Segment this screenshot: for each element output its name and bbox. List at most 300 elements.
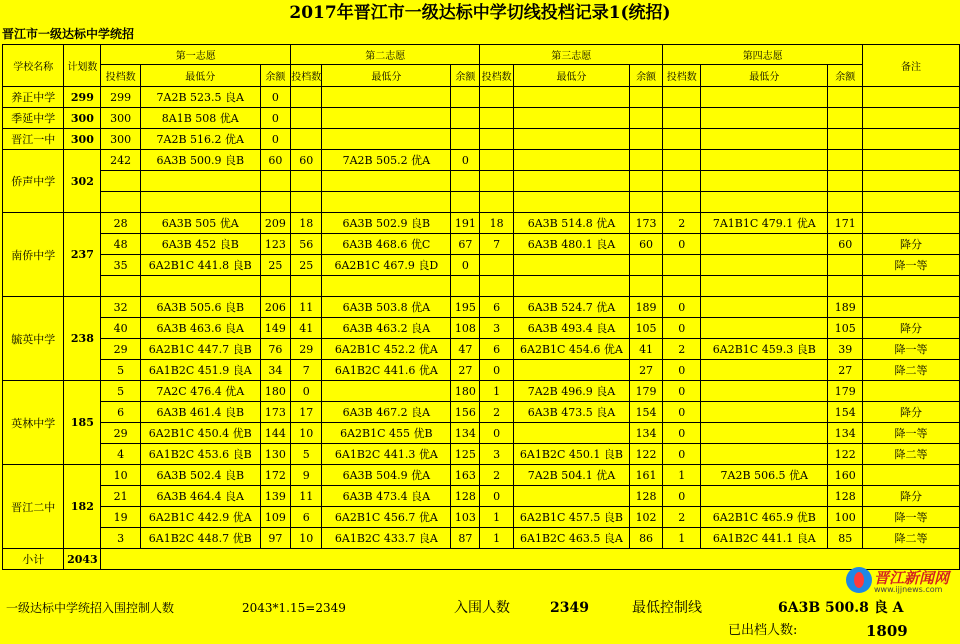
cell-min-score-2: [322, 381, 451, 402]
cell-count-2: [291, 129, 322, 150]
cell-min-score-2: 6A3B 503.8 优A: [322, 297, 451, 318]
cell-min-score-2: 6A2B1C 467.9 良D: [322, 255, 451, 276]
cell-remaining-2: [451, 108, 480, 129]
cell-remaining-4: [828, 150, 863, 171]
cell-remaining-1: 60: [260, 150, 291, 171]
school-name: 晋江一中: [3, 129, 64, 150]
cell-note: [863, 465, 960, 486]
cell-remaining-1: 173: [260, 402, 291, 423]
plan-count: 237: [64, 213, 101, 297]
cell-count-4: [663, 255, 701, 276]
table-row: [3, 150, 960, 171]
subheader-choice-3-remaining: 余额: [629, 65, 663, 87]
header-choice-4: 第四志愿: [663, 45, 863, 65]
table-row: [3, 486, 960, 507]
cell-remaining-1: [260, 276, 291, 297]
cell-count-1: [101, 192, 141, 213]
cell-count-4: 0: [663, 402, 701, 423]
cell-remaining-4: [828, 108, 863, 129]
cell-count-2: 11: [291, 297, 322, 318]
cell-min-score-4: [701, 444, 828, 465]
cell-min-score-4: 7A2B 506.5 优A: [701, 465, 828, 486]
cell-min-score-4: [701, 108, 828, 129]
cell-count-3: 2: [480, 465, 514, 486]
cell-note: [863, 297, 960, 318]
plan-count: 302: [64, 150, 101, 213]
subheader-choice-2-remaining: 余额: [451, 65, 480, 87]
cell-min-score-3: [514, 360, 630, 381]
cell-count-2: 0: [291, 381, 322, 402]
cell-remaining-1: 109: [260, 507, 291, 528]
cell-min-score-1: [141, 192, 261, 213]
cell-min-score-4: [701, 423, 828, 444]
cell-min-score-3: [514, 171, 630, 192]
cell-count-1: 21: [101, 486, 141, 507]
cell-count-4: 1: [663, 465, 701, 486]
cell-remaining-2: 27: [451, 360, 480, 381]
cell-remaining-2: 103: [451, 507, 480, 528]
subheader-choice-1-count: 投档数: [101, 65, 141, 87]
cell-count-2: 17: [291, 402, 322, 423]
cell-count-2: [291, 108, 322, 129]
subheader-choice-2-min-score: 最低分: [322, 65, 451, 87]
cell-min-score-2: [322, 276, 451, 297]
header-choice-2: 第二志愿: [291, 45, 480, 65]
cell-count-4: [663, 129, 701, 150]
page-subtitle: 晋江市一级达标中学统招: [2, 27, 135, 41]
cell-remaining-4: 39: [828, 339, 863, 360]
cell-count-1: 40: [101, 318, 141, 339]
cell-remaining-2: [451, 276, 480, 297]
cell-min-score-1: 6A2B1C 442.9 优A: [141, 507, 261, 528]
cell-count-3: 6: [480, 297, 514, 318]
cell-count-4: 0: [663, 486, 701, 507]
cell-note: 降二等: [863, 528, 960, 549]
table-row: [3, 507, 960, 528]
cell-remaining-4: 122: [828, 444, 863, 465]
cell-note: [863, 108, 960, 129]
footer-row: [0, 620, 960, 642]
cell-min-score-4: [701, 318, 828, 339]
cell-remaining-3: 179: [629, 381, 663, 402]
cell-note: [863, 381, 960, 402]
cell-min-score-4: [701, 192, 828, 213]
cell-remaining-3: 105: [629, 318, 663, 339]
footer-label: 已出档人数:: [728, 623, 798, 638]
cell-min-score-4: [701, 129, 828, 150]
cell-remaining-2: 134: [451, 423, 480, 444]
cell-count-3: 7: [480, 234, 514, 255]
table-row: [3, 444, 960, 465]
site-logo: [846, 565, 956, 597]
cell-note: [863, 213, 960, 234]
cell-note: 降分: [863, 486, 960, 507]
cell-min-score-4: 6A1B2C 441.1 良A: [701, 528, 828, 549]
cell-count-4: 2: [663, 339, 701, 360]
cell-min-score-4: [701, 87, 828, 108]
cell-remaining-3: [629, 87, 663, 108]
cell-min-score-2: 6A2B1C 452.2 优A: [322, 339, 451, 360]
cell-count-3: [480, 108, 514, 129]
cell-remaining-1: 130: [260, 444, 291, 465]
cell-note: 降一等: [863, 339, 960, 360]
cell-remaining-1: 34: [260, 360, 291, 381]
cell-remaining-4: 189: [828, 297, 863, 318]
cell-count-2: 25: [291, 255, 322, 276]
cell-min-score-1: 6A3B 452 良B: [141, 234, 261, 255]
cell-remaining-2: 125: [451, 444, 480, 465]
cell-remaining-3: 27: [629, 360, 663, 381]
cell-min-score-3: 7A2B 496.9 良A: [514, 381, 630, 402]
table-row: [3, 171, 960, 192]
cell-min-score-1: 6A2B1C 447.7 良B: [141, 339, 261, 360]
cell-count-3: [480, 171, 514, 192]
summary-label: 一级达标中学统招入围控制人数: [6, 601, 175, 615]
cell-count-1: 242: [101, 150, 141, 171]
cell-min-score-1: 6A3B 502.4 良B: [141, 465, 261, 486]
cell-min-score-2: 6A3B 468.6 优C: [322, 234, 451, 255]
cell-min-score-4: 7A1B1C 479.1 优A: [701, 213, 828, 234]
cell-remaining-3: 122: [629, 444, 663, 465]
table-row: [3, 87, 960, 108]
cell-min-score-2: 6A3B 467.2 良A: [322, 402, 451, 423]
header-note: 备注: [863, 45, 960, 87]
cell-remaining-4: 85: [828, 528, 863, 549]
cell-min-score-3: 6A2B1C 457.5 良B: [514, 507, 630, 528]
cell-remaining-1: 209: [260, 213, 291, 234]
cell-remaining-2: 128: [451, 486, 480, 507]
cell-count-3: 0: [480, 486, 514, 507]
cell-min-score-4: [701, 150, 828, 171]
cell-note: 降二等: [863, 444, 960, 465]
cell-min-score-3: [514, 255, 630, 276]
cell-note: 降分: [863, 402, 960, 423]
table-row: [3, 129, 960, 150]
cell-count-4: 2: [663, 507, 701, 528]
cell-count-3: [480, 192, 514, 213]
cell-remaining-2: 0: [451, 150, 480, 171]
cell-remaining-1: 76: [260, 339, 291, 360]
cell-remaining-3: [629, 171, 663, 192]
plan-count: 300: [64, 129, 101, 150]
cell-count-1: 19: [101, 507, 141, 528]
cell-remaining-4: [828, 255, 863, 276]
cell-count-4: [663, 276, 701, 297]
cell-count-3: 1: [480, 528, 514, 549]
cell-min-score-1: 6A2B1C 450.4 优B: [141, 423, 261, 444]
cell-count-3: 18: [480, 213, 514, 234]
cell-min-score-2: 6A3B 502.9 良B: [322, 213, 451, 234]
cell-min-score-1: 6A3B 500.9 良B: [141, 150, 261, 171]
cell-remaining-2: 67: [451, 234, 480, 255]
cell-remaining-1: 0: [260, 108, 291, 129]
cell-remaining-4: [828, 129, 863, 150]
cell-min-score-3: [514, 87, 630, 108]
cell-min-score-2: [322, 129, 451, 150]
cell-min-score-3: [514, 423, 630, 444]
table-row: [3, 381, 960, 402]
cell-remaining-2: 191: [451, 213, 480, 234]
subheader-choice-2-count: 投档数: [291, 65, 322, 87]
cell-count-2: [291, 192, 322, 213]
subheader-choice-3-min-score: 最低分: [514, 65, 630, 87]
cell-min-score-1: 7A2C 476.4 优A: [141, 381, 261, 402]
cell-remaining-3: [629, 150, 663, 171]
cell-min-score-1: 8A1B 508 优A: [141, 108, 261, 129]
cell-remaining-3: 60: [629, 234, 663, 255]
cell-min-score-3: [514, 192, 630, 213]
cell-remaining-4: 60: [828, 234, 863, 255]
cell-remaining-1: 0: [260, 87, 291, 108]
subtotal-blank: [101, 549, 960, 570]
cell-count-2: 18: [291, 213, 322, 234]
header-plan: 计划数: [64, 45, 101, 87]
subheader-choice-3-count: 投档数: [480, 65, 514, 87]
cell-min-score-4: 6A2B1C 459.3 良B: [701, 339, 828, 360]
cell-remaining-2: [451, 87, 480, 108]
cell-remaining-1: [260, 192, 291, 213]
cell-count-1: 300: [101, 129, 141, 150]
cell-count-3: 3: [480, 444, 514, 465]
cell-count-4: 0: [663, 234, 701, 255]
cell-remaining-3: 161: [629, 465, 663, 486]
cell-min-score-1: 6A3B 505.6 良B: [141, 297, 261, 318]
cell-note: [863, 276, 960, 297]
cell-note: 降分: [863, 234, 960, 255]
cell-min-score-4: 6A2B1C 465.9 优B: [701, 507, 828, 528]
cell-count-2: 60: [291, 150, 322, 171]
admitted-value: 2349: [550, 600, 589, 616]
table-row: [3, 339, 960, 360]
cell-count-3: [480, 129, 514, 150]
cell-count-3: 6: [480, 339, 514, 360]
cell-note: 降分: [863, 318, 960, 339]
cell-min-score-4: [701, 234, 828, 255]
cell-count-1: 29: [101, 339, 141, 360]
cell-count-3: 1: [480, 381, 514, 402]
cell-count-4: 0: [663, 423, 701, 444]
school-name: 侨声中学: [3, 150, 64, 213]
cell-remaining-2: 156: [451, 402, 480, 423]
cell-remaining-4: [828, 276, 863, 297]
table-row: [3, 360, 960, 381]
table-row: [3, 276, 960, 297]
cell-remaining-3: 173: [629, 213, 663, 234]
cell-remaining-2: [451, 192, 480, 213]
cell-min-score-4: [701, 276, 828, 297]
cell-count-2: 9: [291, 465, 322, 486]
cell-count-2: [291, 171, 322, 192]
school-name: 英林中学: [3, 381, 64, 465]
cell-count-4: [663, 150, 701, 171]
cell-min-score-2: [322, 171, 451, 192]
cell-min-score-1: 7A2B 516.2 优A: [141, 129, 261, 150]
cell-min-score-1: 6A2B1C 441.8 良B: [141, 255, 261, 276]
cell-remaining-4: 100: [828, 507, 863, 528]
cell-min-score-3: 7A2B 504.1 优A: [514, 465, 630, 486]
cell-count-3: [480, 255, 514, 276]
control-value: 6A3B 500.8 良 A: [778, 600, 904, 616]
cell-count-1: 32: [101, 297, 141, 318]
cell-min-score-3: 6A1B2C 450.1 良B: [514, 444, 630, 465]
cell-remaining-3: 189: [629, 297, 663, 318]
subtotal-row: [3, 549, 960, 570]
subheader-choice-4-min-score: 最低分: [701, 65, 828, 87]
subheader-choice-1-min-score: 最低分: [141, 65, 261, 87]
cell-count-2: 7: [291, 360, 322, 381]
cell-remaining-2: 163: [451, 465, 480, 486]
cell-count-4: 2: [663, 213, 701, 234]
cell-count-2: 29: [291, 339, 322, 360]
cell-min-score-2: 6A1B2C 441.3 优A: [322, 444, 451, 465]
cell-remaining-2: 195: [451, 297, 480, 318]
page-title: 2017年晋江市一级达标中学切线投档记录1(统招): [289, 3, 671, 23]
cell-count-1: 5: [101, 360, 141, 381]
cell-count-1: 29: [101, 423, 141, 444]
cell-remaining-4: [828, 192, 863, 213]
cell-count-3: 1: [480, 507, 514, 528]
cell-note: 降二等: [863, 360, 960, 381]
cell-min-score-1: 6A3B 505 优A: [141, 213, 261, 234]
table-row: [3, 318, 960, 339]
plan-count: 185: [64, 381, 101, 465]
cell-min-score-2: 6A1B2C 433.7 良A: [322, 528, 451, 549]
cell-min-score-1: [141, 276, 261, 297]
cell-count-3: 2: [480, 402, 514, 423]
cell-count-3: 0: [480, 360, 514, 381]
admitted-label: 入围人数: [454, 600, 510, 616]
control-label: 最低控制线: [632, 600, 702, 616]
cell-remaining-4: 128: [828, 486, 863, 507]
cell-remaining-3: 86: [629, 528, 663, 549]
cell-min-score-2: 6A2B1C 456.7 优A: [322, 507, 451, 528]
cell-count-3: 3: [480, 318, 514, 339]
cell-remaining-3: [629, 192, 663, 213]
cell-remaining-1: 172: [260, 465, 291, 486]
cell-note: [863, 129, 960, 150]
subheader-choice-1-remaining: 余额: [260, 65, 291, 87]
cell-remaining-2: 87: [451, 528, 480, 549]
cell-remaining-1: 144: [260, 423, 291, 444]
plan-count: 299: [64, 87, 101, 108]
cell-min-score-1: 6A3B 463.6 良A: [141, 318, 261, 339]
cell-min-score-1: [141, 171, 261, 192]
table-row: [3, 234, 960, 255]
cell-remaining-4: [828, 171, 863, 192]
cell-remaining-3: 134: [629, 423, 663, 444]
school-name: 晋江二中: [3, 465, 64, 549]
cell-count-1: 28: [101, 213, 141, 234]
cell-count-2: [291, 276, 322, 297]
table-row: [3, 297, 960, 318]
cell-remaining-2: [451, 171, 480, 192]
cell-remaining-3: [629, 276, 663, 297]
cell-count-1: [101, 276, 141, 297]
cell-min-score-3: [514, 129, 630, 150]
cell-min-score-1: 6A1B2C 453.6 良B: [141, 444, 261, 465]
cell-count-4: [663, 171, 701, 192]
cell-min-score-2: [322, 108, 451, 129]
cell-count-2: 6: [291, 507, 322, 528]
cell-count-4: 0: [663, 381, 701, 402]
cell-remaining-4: 171: [828, 213, 863, 234]
admission-table: [2, 44, 960, 570]
cell-count-2: 5: [291, 444, 322, 465]
cell-count-4: [663, 192, 701, 213]
cell-min-score-3: 6A3B 480.1 良A: [514, 234, 630, 255]
school-name: 季延中学: [3, 108, 64, 129]
cell-count-2: 10: [291, 423, 322, 444]
cell-min-score-4: [701, 402, 828, 423]
cell-remaining-3: 102: [629, 507, 663, 528]
plan-count: 182: [64, 465, 101, 549]
cell-min-score-3: [514, 276, 630, 297]
summary-row: [2, 598, 960, 618]
cell-min-score-1: 7A2B 523.5 良A: [141, 87, 261, 108]
cell-min-score-3: [514, 108, 630, 129]
footer-value: 1809: [866, 622, 908, 640]
school-name: 南侨中学: [3, 213, 64, 297]
cell-remaining-3: 128: [629, 486, 663, 507]
table-row: [3, 192, 960, 213]
cell-count-2: 41: [291, 318, 322, 339]
cell-remaining-3: [629, 129, 663, 150]
cell-remaining-3: 41: [629, 339, 663, 360]
cell-min-score-4: [701, 486, 828, 507]
cell-count-1: [101, 171, 141, 192]
cell-min-score-2: 6A3B 504.9 优A: [322, 465, 451, 486]
cell-remaining-2: 0: [451, 255, 480, 276]
cell-min-score-3: [514, 150, 630, 171]
cell-count-2: [291, 87, 322, 108]
cell-min-score-2: [322, 192, 451, 213]
header-school: 学校名称: [3, 45, 64, 87]
school-name: 养正中学: [3, 87, 64, 108]
cell-remaining-3: [629, 255, 663, 276]
table-row: [3, 423, 960, 444]
cell-count-4: 0: [663, 360, 701, 381]
cell-min-score-4: [701, 297, 828, 318]
cell-count-1: 10: [101, 465, 141, 486]
cell-remaining-1: 123: [260, 234, 291, 255]
school-name: 毓英中学: [3, 297, 64, 381]
table-row: [3, 402, 960, 423]
cell-note: [863, 171, 960, 192]
header-choice-3: 第三志愿: [480, 45, 663, 65]
cell-min-score-2: 6A2B1C 455 优B: [322, 423, 451, 444]
logo-url: www.ijjnews.com: [874, 585, 943, 594]
plan-count: 300: [64, 108, 101, 129]
cell-remaining-2: 47: [451, 339, 480, 360]
cell-min-score-3: 6A3B 473.5 良A: [514, 402, 630, 423]
cell-count-2: 10: [291, 528, 322, 549]
cell-remaining-1: 206: [260, 297, 291, 318]
cell-count-4: 0: [663, 444, 701, 465]
cell-note: [863, 150, 960, 171]
cell-min-score-3: 6A1B2C 463.5 良A: [514, 528, 630, 549]
cell-count-1: 48: [101, 234, 141, 255]
cell-note: [863, 87, 960, 108]
table-row: [3, 528, 960, 549]
table-row: [3, 108, 960, 129]
cell-count-3: 0: [480, 423, 514, 444]
cell-remaining-2: 180: [451, 381, 480, 402]
table-row: [3, 255, 960, 276]
cell-remaining-2: [451, 129, 480, 150]
cell-remaining-1: 97: [260, 528, 291, 549]
cell-remaining-1: 180: [260, 381, 291, 402]
cell-remaining-3: [629, 108, 663, 129]
